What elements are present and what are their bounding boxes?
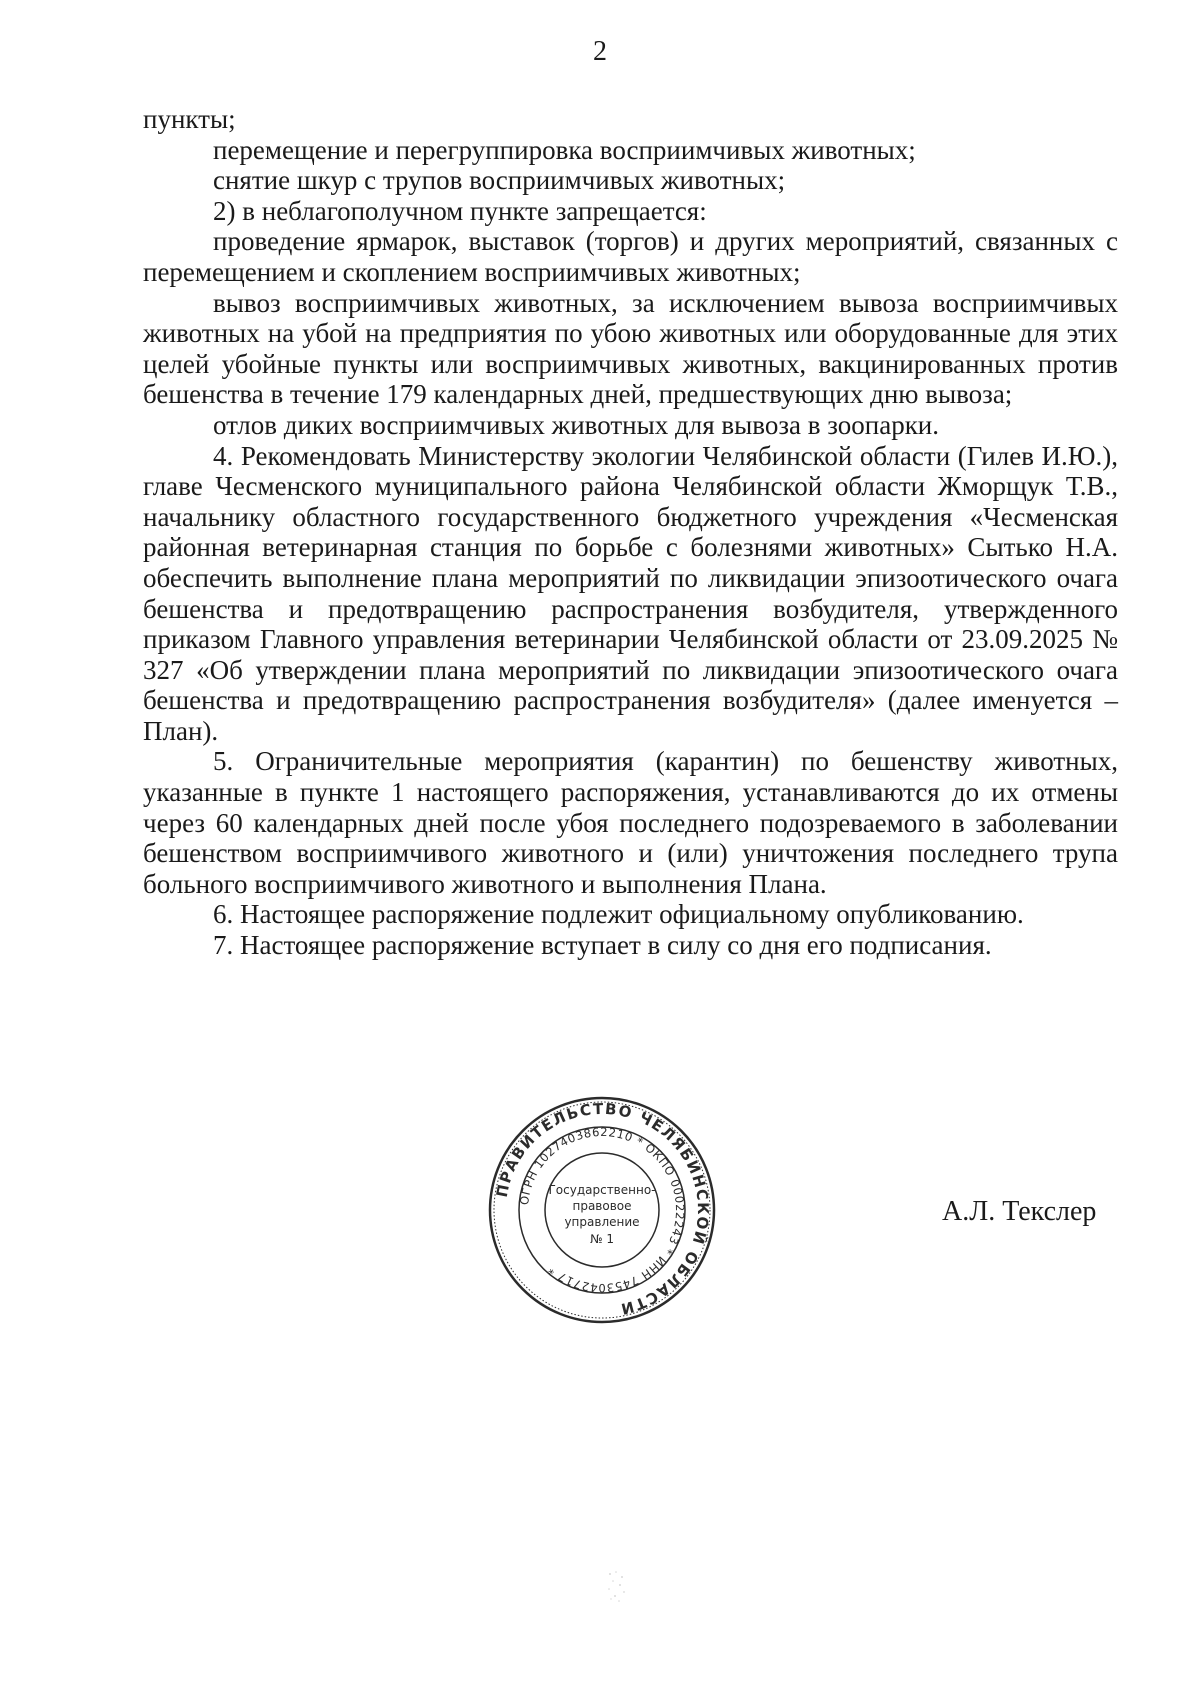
paragraph: проведение ярмарок, выставок (торгов) и других мероприятий, связанных с перемещением и скоплением восприимчивых животных; xyxy=(143,226,1118,287)
paragraph-item-7: 7. Настоящее распоряжение вступает в силу со дня его подписания. xyxy=(213,930,992,961)
paragraph: перемещение и перегруппировка восприимчивых животных; xyxy=(213,134,916,165)
paragraph-item-6: 6. Настоящее распоряжение подлежит официальному опубликованию. xyxy=(213,899,1024,930)
scan-artifact-icon xyxy=(602,1568,632,1606)
paragraph-item-4: 4. Рекомендовать Министерству экологии Челябинской области (Гилев И.Ю.), главе Чесменского муниципального района Челябинской области Жморщук Т.В., начальнику областного государственного бюджетного учреждения «Чесменская районная ветеринарная станция по борьбе с болезнями животных» Сытько Н.А. обеспечить выполнение плана мероприятий по ликвидации эпизоотического очага бешенства и предотвращению распространения возбудителя, утвержденного приказом Главного управления ветеринарии Челябинской области от 23.09.2025 № 327 «Об утверждении плана мероприятий по ликвидации эпизоотического очага бешенства и предотвращению распространения возбудителя» (далее именуется – План). xyxy=(143,440,1118,746)
paragraph: вывоз восприимчивых животных, за исключением вывоза восприимчивых животных на убой на предприятия по убою животных или оборудованные для этих целей убойные пункты или восприимчивых животных, вакцинированных против бешенства в течение 179 календарных дней, предшествующих дню вывоза; xyxy=(143,287,1118,410)
seal-outer-text: ПРАВИТЕЛЬСТВО ЧЕЛЯБИНСКОЙ ОБЛАСТИ xyxy=(492,1099,713,1319)
seal-center-line: управление xyxy=(564,1215,640,1229)
signatory-name: А.Л. Текслер xyxy=(942,1196,1097,1227)
official-seal-stamp xyxy=(487,1095,717,1325)
paragraph: отлов диких восприимчивых животных для вывоза в зоопарки. xyxy=(213,409,940,440)
seal-center-line: правовое xyxy=(572,1199,632,1213)
seal-inner-text: ОГРН 1027403862210 * ОКПО 00022243 * ИНН 7453042717 * xyxy=(517,1124,688,1296)
page-number: 2 xyxy=(593,36,607,67)
paragraph: пункты; xyxy=(143,104,236,134)
paragraph: 2) в неблагополучном пункте запрещается: xyxy=(213,195,707,226)
seal-center-line: Государственно- xyxy=(548,1183,656,1197)
paragraph-item-5: 5. Ограничительные мероприятия (карантин) по бешенству животных, указанные в пункте 1 настоящего распоряжения, устанавливаются до их отмены через 60 календарных дней после убоя последнего подозреваемого в заболевании бешенством восприимчивого животного и (или) уничтожения последнего трупа больного восприимчивого животного и выполнения Плана. xyxy=(143,746,1118,899)
seal-icon xyxy=(487,1095,717,1325)
seal-center-line: № 1 xyxy=(590,1232,614,1246)
document-body xyxy=(143,104,1118,961)
paragraph: снятие шкур с трупов восприимчивых животных; xyxy=(213,165,786,196)
